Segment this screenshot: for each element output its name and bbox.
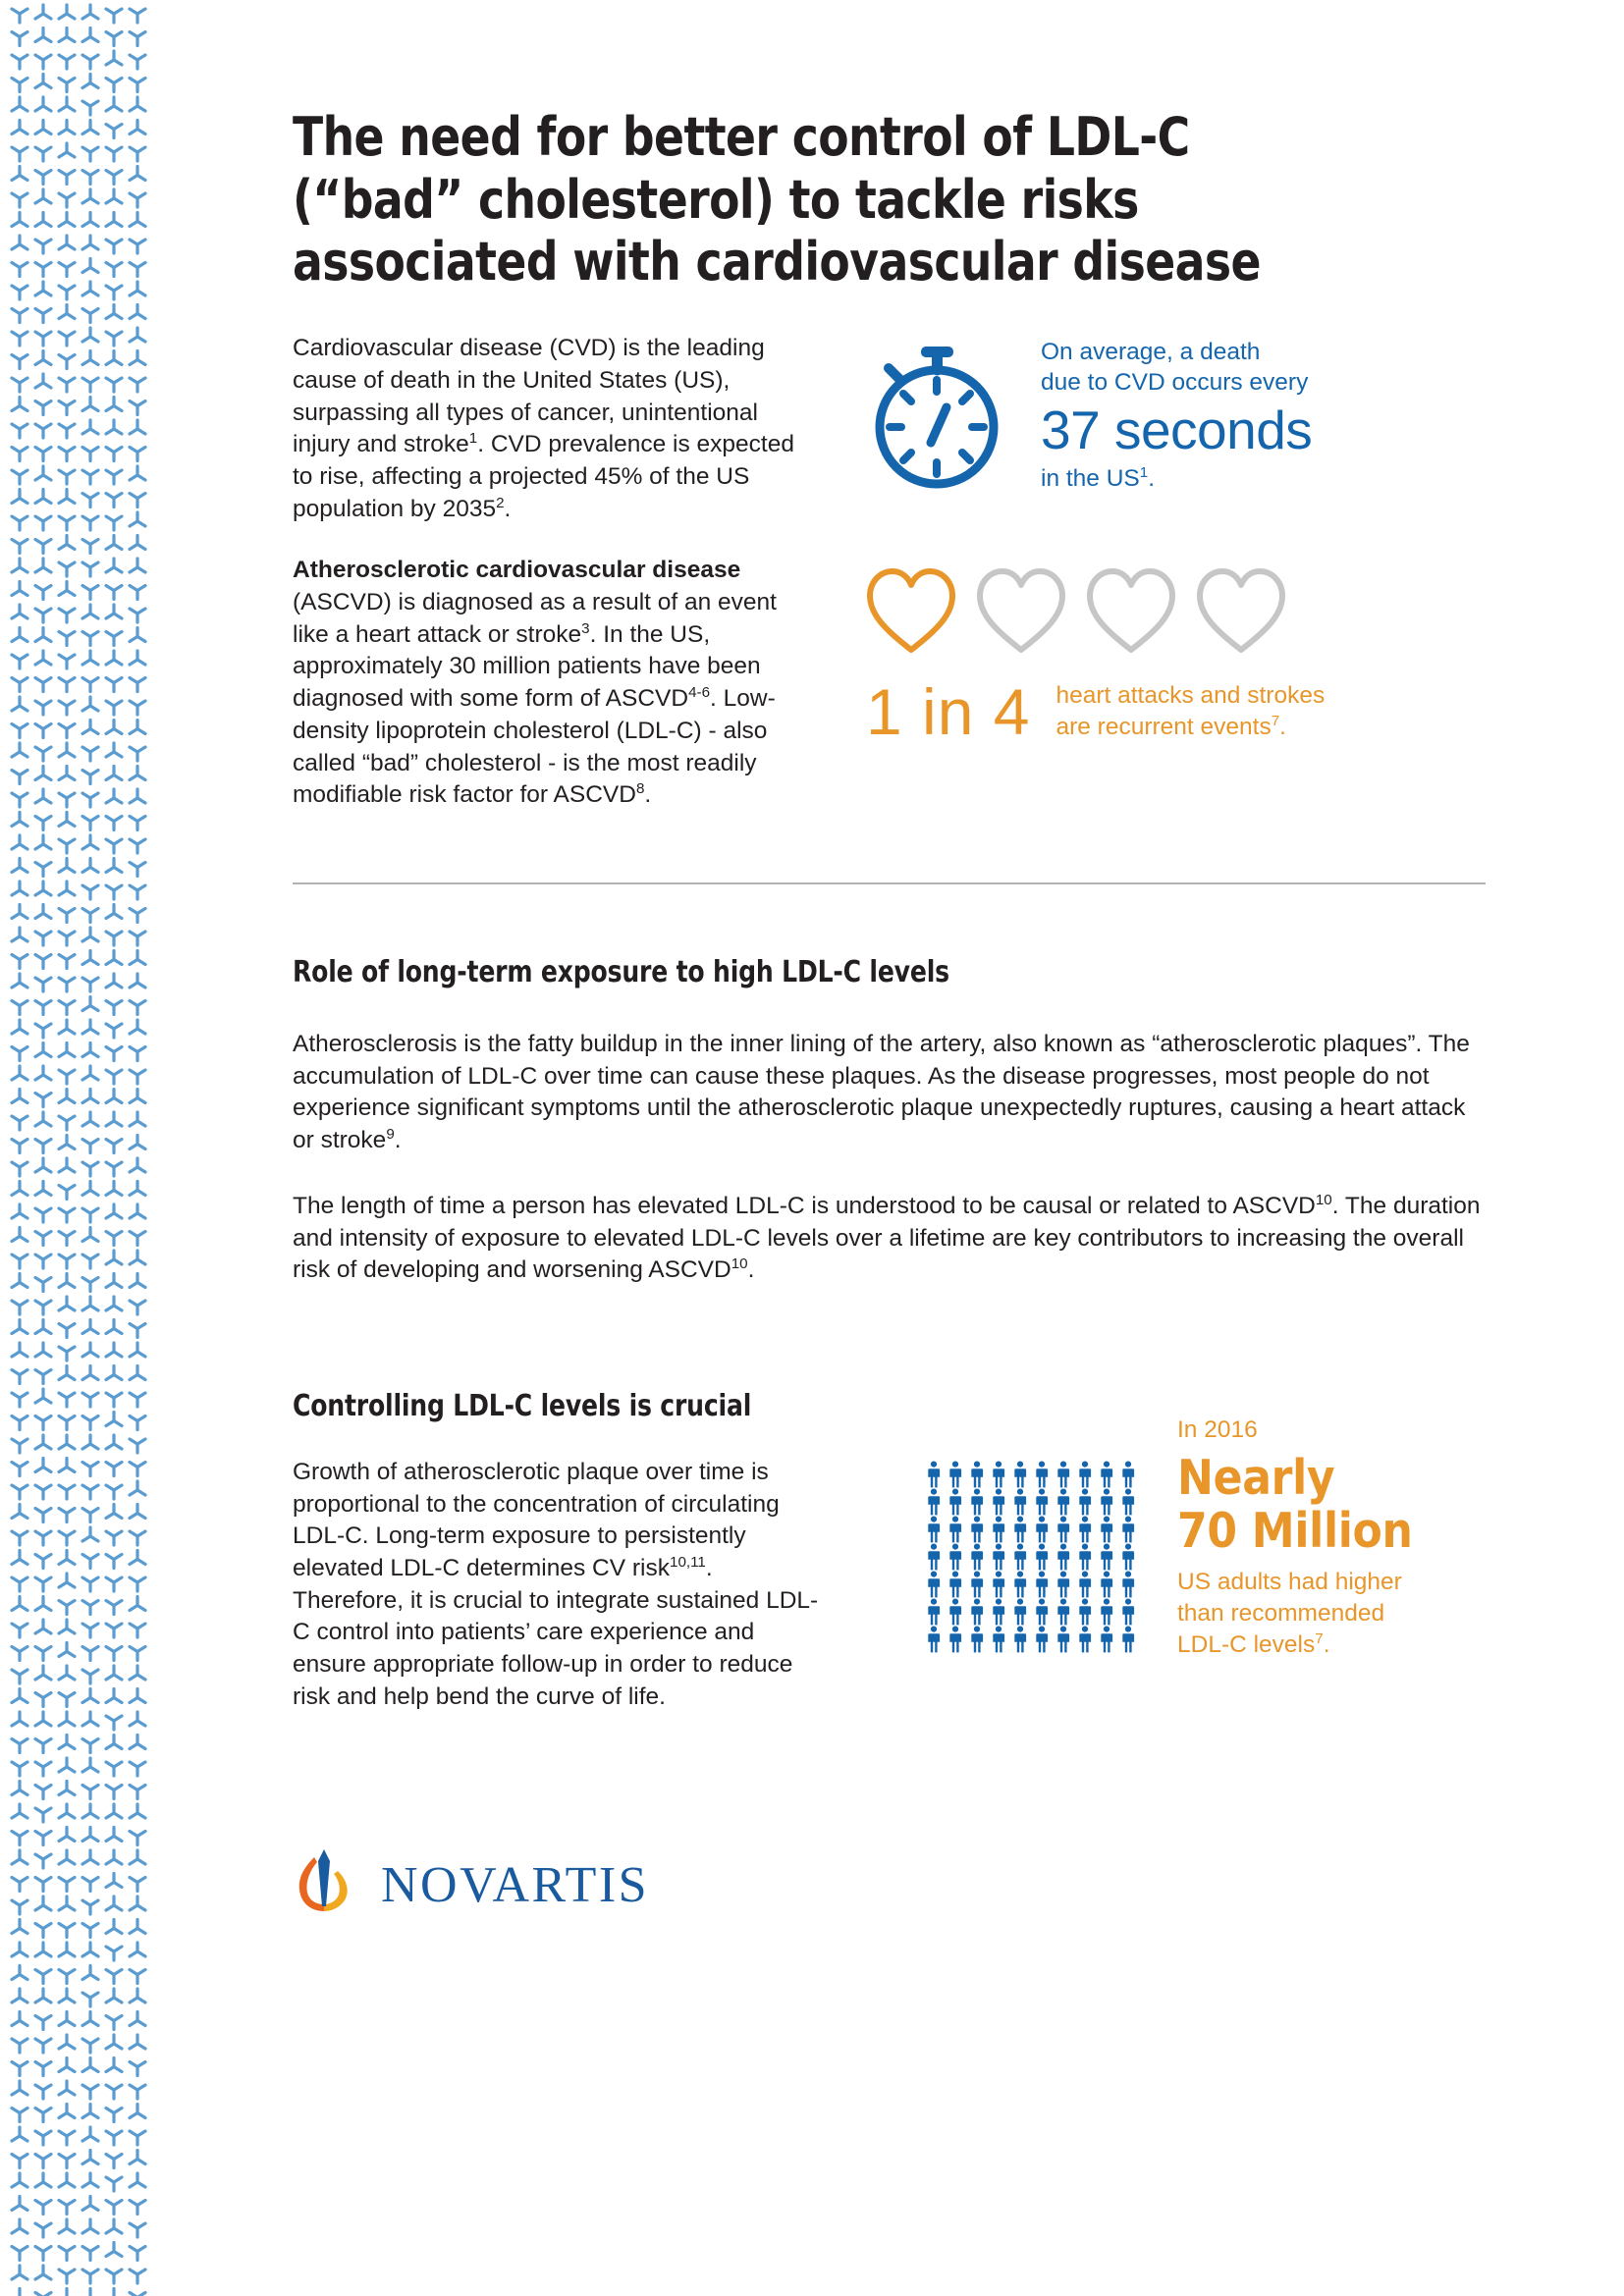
person-icon xyxy=(1054,1571,1073,1598)
person-icon xyxy=(1118,1488,1138,1516)
exposure-p2-text-c: . xyxy=(747,1256,755,1284)
person-icon xyxy=(1097,1516,1116,1543)
person-icon xyxy=(967,1461,987,1488)
reference-marker: 10,11 xyxy=(670,1553,706,1571)
person-icon xyxy=(1054,1626,1073,1653)
intro-paragraph-2 xyxy=(293,555,815,812)
person-icon xyxy=(1032,1626,1052,1653)
reference-marker: 2 xyxy=(496,494,505,511)
stat-seconds-tail-text: in the US xyxy=(1041,465,1140,493)
person-icon xyxy=(1075,1516,1095,1543)
stat-million xyxy=(828,1415,1486,1661)
control-paragraph xyxy=(293,1457,828,1714)
page-title: The need for better control of LDL-C (“bad” cholesterol) to tackle risks associated with cardiovascular disease xyxy=(293,106,1261,294)
reference-marker: 3 xyxy=(581,619,590,637)
heart-outline-icon xyxy=(974,563,1068,658)
stat-one-in-four-line-2-end: . xyxy=(1279,714,1286,741)
person-icon xyxy=(946,1516,965,1543)
stat-one-in-four-text xyxy=(1030,680,1325,743)
person-icon xyxy=(946,1626,965,1653)
person-icon xyxy=(1032,1598,1052,1626)
person-icon xyxy=(989,1516,1008,1543)
person-icon xyxy=(967,1516,987,1543)
stat-one-in-four-value: 1 in 4 xyxy=(866,675,1031,749)
intro-p1-text-a: Cardiovascular disease (CVD) is the leading cause of death in the United States (US), surpassing all types of cancer, unintentional injury and stroke xyxy=(293,335,765,458)
person-icon xyxy=(989,1626,1008,1653)
reference-marker: 10 xyxy=(1315,1191,1332,1208)
person-icon xyxy=(1118,1598,1138,1626)
stat-one-in-four-line-2-text: are recurrent events xyxy=(1056,714,1272,741)
stat-seconds-tail xyxy=(1041,464,1312,493)
ascvd-bold-lead: Atherosclerotic cardiovascular disease xyxy=(293,557,741,584)
person-icon xyxy=(1097,1543,1116,1571)
intro-p2-text-a: (ASCVD) is diagnosed as a result of an event like a heart attack or stroke xyxy=(293,589,777,648)
person-icon xyxy=(967,1571,987,1598)
reference-marker: 1 xyxy=(1139,464,1149,482)
person-icon xyxy=(967,1543,987,1571)
person-icon xyxy=(1054,1543,1073,1571)
hearts-row xyxy=(864,563,1486,658)
heart-outline-icon xyxy=(864,563,958,658)
control-p-text-b: . Therefore, it is crucial to integrate sustained LDL-C control into patients’ care experience and ensure appropriate follow-up in order to reduce risk and help bend the curve of life. xyxy=(293,1555,819,1710)
heart-outline-icon xyxy=(1084,563,1178,658)
person-icon xyxy=(924,1571,944,1598)
person-icon xyxy=(967,1598,987,1626)
person-icon xyxy=(924,1626,944,1653)
intro-section xyxy=(293,333,1486,812)
person-icon xyxy=(1032,1516,1052,1543)
section-divider xyxy=(293,882,1486,884)
reference-marker: 1 xyxy=(468,430,478,448)
stat-million-tail-end: . xyxy=(1323,1630,1330,1658)
stat-seconds-lead xyxy=(1041,337,1312,398)
person-icon xyxy=(1075,1626,1095,1653)
stat-million-tail-line-2: than recommended xyxy=(1177,1600,1385,1628)
person-icon xyxy=(989,1488,1008,1516)
person-icon xyxy=(924,1543,944,1571)
stat-one-in-four-line-1: heart attacks and strokes xyxy=(1056,682,1326,710)
intro-p2-text-d: . xyxy=(644,781,652,809)
person-icon xyxy=(1097,1571,1116,1598)
people-pictogram-grid xyxy=(924,1461,1138,1653)
section-control-heading: Controlling LDL-C levels is crucial xyxy=(293,1388,752,1423)
person-icon xyxy=(1075,1571,1095,1598)
stat-million-text xyxy=(1138,1415,1413,1661)
section-control-columns xyxy=(293,1415,1486,1714)
person-icon xyxy=(1010,1598,1030,1626)
person-icon xyxy=(1010,1461,1030,1488)
exposure-p2-text-a: The length of time a person has elevated LDL-C is understood to be causal or related to ASCVD xyxy=(293,1192,1316,1219)
exposure-p1-text-a: Atherosclerosis is the fatty buildup in the inner lining of the artery, also known as “atherosclerotic plaques”. The accumulation of LDL-C over time can cause these plaques. As the disease progresses, most people do not experience significant symptoms until the atherosclerotic plaque unexpectedly ruptures, causing a heart attack or stroke xyxy=(293,1031,1470,1154)
person-icon xyxy=(924,1598,944,1626)
heart-outline-icon xyxy=(1194,563,1288,658)
person-icon xyxy=(946,1461,965,1488)
person-icon xyxy=(946,1571,965,1598)
intro-p1-text-b: . CVD prevalence is expected to rise, affecting a projected 45% of the US population by 2035 xyxy=(293,431,794,522)
person-icon xyxy=(946,1543,965,1571)
stat-million-tail-line-3-text: LDL-C levels xyxy=(1177,1630,1316,1658)
stopwatch-icon xyxy=(862,343,1011,495)
exposure-paragraph-2 xyxy=(293,1191,1486,1287)
person-icon xyxy=(967,1488,987,1516)
person-icon xyxy=(989,1543,1008,1571)
stat-million-tail-line-3 xyxy=(1177,1629,1413,1661)
person-icon xyxy=(1010,1626,1030,1653)
intro-p1-text-c: . xyxy=(504,495,512,522)
person-icon xyxy=(1010,1516,1030,1543)
person-icon xyxy=(1075,1598,1095,1626)
person-icon xyxy=(989,1571,1008,1598)
stat-million-year: In 2016 xyxy=(1177,1415,1258,1443)
person-icon xyxy=(924,1488,944,1516)
person-icon xyxy=(1118,1543,1138,1571)
person-icon xyxy=(1097,1626,1116,1653)
intro-text-column xyxy=(293,333,815,812)
person-icon xyxy=(1010,1488,1030,1516)
person-icon xyxy=(1097,1598,1116,1626)
control-p-text-a: Growth of atherosclerotic plaque over time is proportional to the concentration of circulating LDL-C. Long-term exposure to persistently elevated LDL-C determines CV risk xyxy=(293,1458,780,1582)
section-exposure xyxy=(293,955,1486,1287)
person-icon xyxy=(1054,1488,1073,1516)
person-icon xyxy=(1118,1626,1138,1653)
person-icon xyxy=(1097,1488,1116,1516)
novartis-logo xyxy=(295,1849,1486,1923)
novartis-wordmark: NOVARTIS xyxy=(381,1857,650,1914)
stat-seconds xyxy=(862,337,1486,495)
person-icon xyxy=(1010,1571,1030,1598)
reference-marker: 7 xyxy=(1315,1629,1324,1647)
stat-million-tail xyxy=(1177,1567,1413,1661)
person-icon xyxy=(1054,1516,1073,1543)
stat-seconds-lead-line-1: On average, a death xyxy=(1041,339,1261,366)
person-icon xyxy=(1054,1461,1073,1488)
stat-seconds-tail-end: . xyxy=(1148,465,1156,493)
stat-seconds-text xyxy=(1011,337,1312,493)
person-icon xyxy=(1054,1598,1073,1626)
reference-marker: 8 xyxy=(635,780,645,798)
person-icon xyxy=(1118,1461,1138,1488)
exposure-paragraph-1 xyxy=(293,1029,1486,1157)
stat-seconds-value: 37 seconds xyxy=(1041,400,1313,461)
reference-marker: 4-6 xyxy=(688,684,711,702)
person-icon xyxy=(924,1461,944,1488)
stat-million-tail-line-1: US adults had higher xyxy=(1177,1569,1402,1596)
stat-one-in-four xyxy=(866,675,1486,749)
person-icon xyxy=(1075,1461,1095,1488)
person-icon xyxy=(946,1488,965,1516)
person-icon xyxy=(1032,1571,1052,1598)
person-icon xyxy=(1075,1543,1095,1571)
stat-seconds-lead-line-2: due to CVD occurs every xyxy=(1041,369,1309,397)
section-control xyxy=(293,1389,1486,1714)
person-icon xyxy=(924,1516,944,1543)
intro-p2-text-c: . Low-density lipoprotein cholesterol (LDL-C) - also called “bad” cholesterol - is the most readily modifiable risk factor for ASCVD xyxy=(293,685,776,809)
person-icon xyxy=(1075,1488,1095,1516)
reference-marker: 10 xyxy=(731,1255,748,1273)
person-icon xyxy=(989,1598,1008,1626)
stat-million-value xyxy=(1177,1449,1413,1560)
novartis-flame-icon xyxy=(295,1849,357,1923)
person-icon xyxy=(1010,1543,1030,1571)
person-icon xyxy=(989,1461,1008,1488)
person-icon xyxy=(1097,1461,1116,1488)
exposure-p1-text-b: . xyxy=(394,1127,402,1154)
person-icon xyxy=(1032,1461,1052,1488)
reference-marker: 7 xyxy=(1271,713,1280,729)
stat-million-value-line-2: 70 Million xyxy=(1177,1503,1413,1560)
section-exposure-body xyxy=(293,1029,1486,1287)
person-icon xyxy=(946,1598,965,1626)
person-icon xyxy=(967,1626,987,1653)
intro-p2-text-b: . In the US, approximately 30 million patients have been diagnosed with some form of ASCVD xyxy=(293,620,761,713)
exposure-p2-text-b: . The duration and intensity of exposure to elevated LDL-C levels over a lifetime are key contributors to increasing the overall risk of developing and worsening ASCVD xyxy=(293,1192,1481,1284)
person-icon xyxy=(1118,1571,1138,1598)
reference-marker: 9 xyxy=(386,1125,395,1143)
intro-paragraph-1 xyxy=(293,333,815,525)
person-icon xyxy=(1032,1488,1052,1516)
section-exposure-heading: Role of long-term exposure to high LDL-C levels xyxy=(293,955,949,989)
intro-stats-column xyxy=(815,333,1486,749)
person-icon xyxy=(1118,1516,1138,1543)
stat-million-value-line-1: Nearly xyxy=(1177,1449,1335,1506)
stat-one-in-four-line-2 xyxy=(1056,712,1325,743)
section-control-text-column xyxy=(293,1457,828,1714)
person-icon xyxy=(1032,1543,1052,1571)
